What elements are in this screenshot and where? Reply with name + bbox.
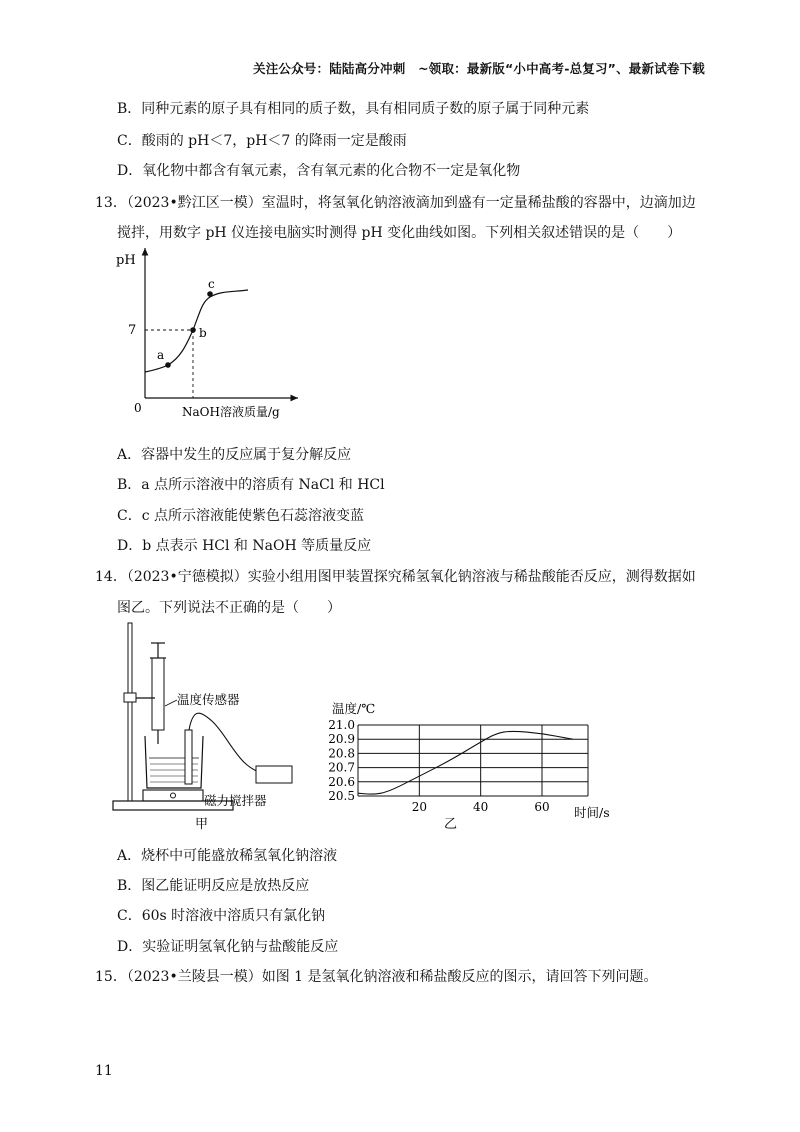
temperature-series-line (358, 731, 573, 794)
q13-ph-curve-figure (110, 240, 310, 425)
prev-option-c: C．酸雨的 pH＜7，pH＜7 的降雨一定是酸雨 (117, 133, 407, 149)
chart-y-tick-label: 20.5 (328, 789, 355, 803)
prev-option-d: D．氧化物中都含有氧元素，含有氧元素的化合物不一定是氧化物 (117, 163, 521, 179)
q13-label-b: b (199, 326, 207, 340)
page-number: 11 (95, 1063, 113, 1079)
q14-option-b: B．图乙能证明反应是放热反应 (117, 878, 310, 894)
stirrer-knob (171, 793, 176, 798)
q13-option-d: D．b 点表示 HCl 和 NaOH 等质量反应 (117, 538, 372, 554)
q13-origin: 0 (134, 401, 142, 415)
q14-apparatus-figure (105, 618, 320, 833)
q15-stem-line1: 15．（2023•兰陵县一模）如图 1 是氢氧化钠溶液和稀盐酸反应的图示，请回答下列问题。 (95, 969, 658, 985)
syringe-barrel (152, 658, 164, 730)
chart-y-tick-labels (328, 718, 355, 803)
apparatus-caption: 甲 (195, 817, 209, 832)
chart-x-tick-labels (412, 800, 550, 814)
chart-y-tick-label: 20.8 (328, 746, 355, 761)
chart-ylabel: 温度/℃ (332, 701, 376, 716)
page-header: 关注公众号：陆陆高分冲刺 ~领取：最新版“小中高考-总复习”、最新试卷下载 (253, 61, 705, 76)
q13-label-c: c (208, 277, 215, 291)
magnetic-stirrer (143, 790, 203, 801)
chart-y-tick-label: 20.7 (328, 760, 355, 775)
chart-y-tick-label: 20.6 (328, 774, 355, 789)
q14-option-a: A．烧杯中可能盛放稀氢氧化钠溶液 (117, 848, 338, 864)
chart-x-tick-label: 20 (411, 800, 427, 814)
q13-ytick-7: 7 (128, 323, 137, 338)
sensor-label: 温度传感器 (177, 692, 240, 707)
chart-x-tick-label: 60 (534, 800, 550, 814)
chart-caption: 乙 (444, 817, 458, 830)
q14-stem-line2: 图乙。下列说法不正确的是（ ） (117, 600, 341, 616)
q13-option-a: A．容器中发生的反应属于复分解反应 (117, 447, 352, 463)
sensor-label-leader (165, 700, 177, 706)
clamp-boss (124, 693, 136, 702)
q13-point-a (165, 362, 171, 368)
q13-stem-line2: 搅拌，用数字 pH 仪连接电脑实时测得 pH 变化曲线如图。下列相关叙述错误的是（ ） (117, 225, 682, 241)
sensor-cable (189, 713, 267, 774)
q13-ylabel: pH (116, 253, 136, 268)
q13-label-a: a (157, 348, 165, 362)
q13-point-c (207, 291, 213, 297)
q13-option-b: B．a 点所示溶液中的溶质有 NaCl 和 HCl (117, 477, 385, 493)
chart-x-tick-label: 40 (473, 800, 489, 814)
q14-option-d: D．实验证明氢氧化钠与盐酸能反应 (117, 939, 339, 955)
stirrer-label: 磁力搅拌器 (204, 793, 267, 808)
q13-point-b (190, 327, 196, 333)
q13-xlabel: NaOH溶液质量/g (182, 405, 280, 419)
q14-stem-line1: 14．（2023•宁德模拟）实验小组用图甲装置探究稀氢氧化钠溶液与稀盐酸能否反应，测得数据如 (95, 569, 696, 585)
q14-option-c: C．60s 时溶液中溶质只有氯化钠 (117, 908, 326, 924)
prev-option-b: B．同种元素的原子具有相同的质子数，具有相同质子数的原子属于同种元素 (117, 101, 590, 117)
chart-y-tick-label: 20.9 (328, 732, 355, 747)
q13-option-c: C．c 点所示溶液能使紫色石蕊溶液变蓝 (117, 508, 365, 524)
chart-y-tick-label: 21.0 (328, 718, 355, 732)
chart-xlabel: 时间/s (574, 805, 610, 820)
temperature-probe (185, 730, 192, 784)
q13-stem-line1: 13．（2023•黔江区一模）室温时，将氢氧化钠溶液滴加到盛有一定量稀盐酸的容器中，边滴加边 (95, 195, 696, 211)
beaker (145, 736, 203, 788)
data-logger (256, 766, 292, 783)
stand-rod (128, 623, 132, 801)
q14-temperature-chart (318, 700, 628, 830)
